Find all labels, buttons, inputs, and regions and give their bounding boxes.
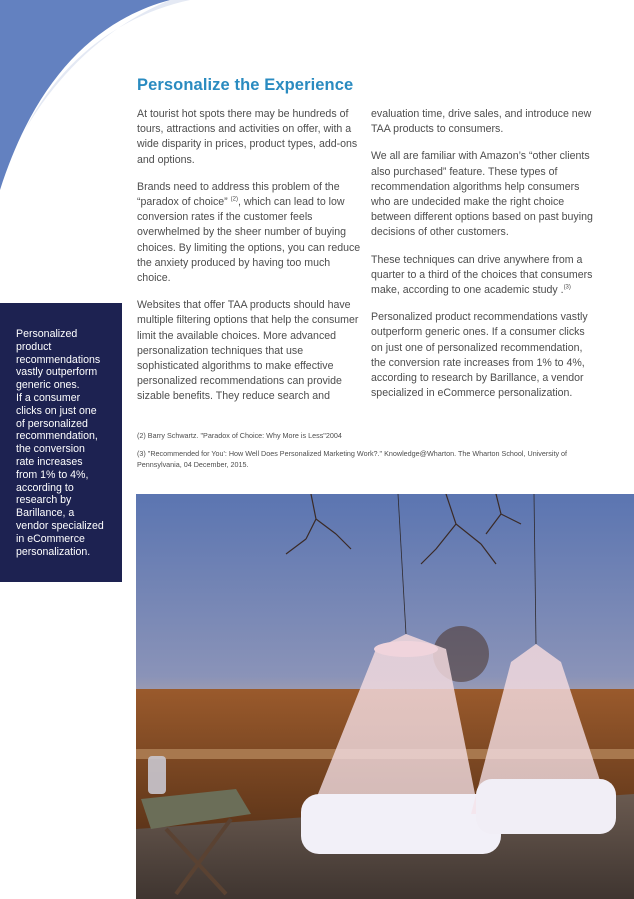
paragraph-amazon: We all are familiar with Amazon’s “other clients also purchased” feature. These types of recommendation algorithms help consumers who are undecided make the right choice between different options based on past buying decisions of other customers. xyxy=(371,150,593,239)
callout-line: vendor specialized xyxy=(16,519,104,532)
callout-line: clicks on just one xyxy=(16,404,97,417)
callout-line: of personalized xyxy=(16,417,88,430)
paragraph-evaluation: evaluation time, drive sales, and introduce new TAA products to consumers. xyxy=(371,108,592,136)
lantern xyxy=(148,756,166,794)
callout-line: Barillance, a xyxy=(16,507,75,520)
footnote-ref-2: (2) xyxy=(230,196,238,203)
callout-line: research by xyxy=(16,494,72,507)
sidebar-callout xyxy=(0,303,122,582)
paragraph-techniques-text: These techniques can drive anywhere from a quarter to a third of the choices that consumers make, according to one academic study . xyxy=(371,253,593,297)
paragraph-personalized: Personalized product recommendations vastly outperform generic ones. If a consumer clicks on just one of personalized recommendation, the conversion rate increases from 1% to 4%, according to research by Barillance, a vendor specialized in eCommerce personalization. xyxy=(371,311,588,400)
paragraph-paradox xyxy=(137,180,361,286)
callout-line: generic ones. xyxy=(16,379,80,392)
callout-line: rate increases xyxy=(16,455,83,468)
paragraph-intro: At tourist hot spots there may be hundreds of tours, attractions and activities on offer, with a wide disparity in prices, product types, add-ons and options. xyxy=(137,108,358,166)
callout-line: product xyxy=(16,340,52,353)
callout-line: from 1% to 4%, xyxy=(16,468,89,481)
callout-line: personalization. xyxy=(16,545,91,558)
callout-line: If a consumer xyxy=(16,391,81,404)
section-title: Personalize the Experience xyxy=(137,76,354,94)
safari-bed-photo xyxy=(136,494,634,899)
footnote-2: (2) Barry Schwartz. "Paradox of Choice: Why More is Less"2004 xyxy=(137,431,342,440)
callout-line: the conversion xyxy=(16,443,85,456)
footnotes xyxy=(137,430,607,477)
callout-line: vastly outperform xyxy=(16,366,98,379)
callout-line: recommendations xyxy=(16,353,101,366)
callout-line: in eCommerce xyxy=(16,532,85,545)
paragraph-filtering: Websites that offer TAA products should have multiple filtering options that help the consumer limit the available choices. More advanced personalization techniques that use sophisticated algorithms to make effective personalized recommendations can provide sizable benefits. They reduce search and xyxy=(137,299,359,403)
paragraph-paradox-text: Brands need to address this problem of the “paradox of choice” xyxy=(137,180,340,209)
callout-line: recommendation, xyxy=(16,430,98,443)
callout-line: Personalized xyxy=(16,328,78,340)
paragraph-paradox-tail: , which can lead to low conversion rates if the customer feels overwhelmed by the sheer number of buying choices. By limiting the options, you can reduce the anxiety produced by having too much choice. xyxy=(137,196,361,285)
footnote-3: (3) "Recommended for You': How Well Does Personalized Marketing Work?." Knowledge@Wharton. The Wharton School, University of Pennsylvania, 04 December, 2015. xyxy=(137,449,568,469)
paragraph-techniques xyxy=(371,253,595,299)
right-column xyxy=(371,107,595,413)
left-column xyxy=(137,107,361,417)
callout-line: according to xyxy=(16,481,74,494)
footnote-ref-3: (3) xyxy=(563,284,571,291)
photo-illustration xyxy=(136,494,634,899)
